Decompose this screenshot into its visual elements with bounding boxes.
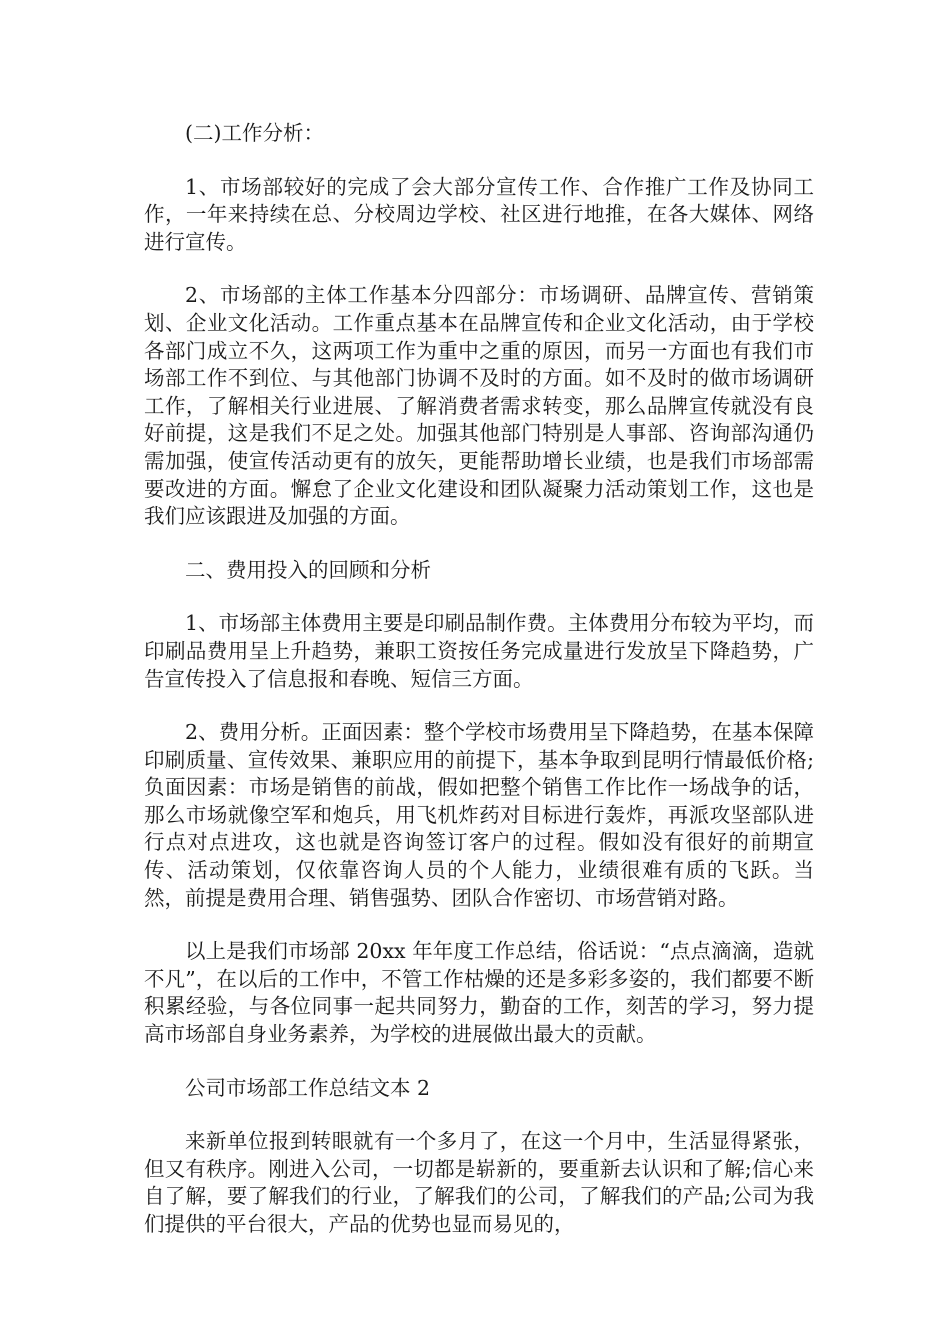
paragraph-main-costs: 1、市场部主体费用主要是印刷品制作费。主体费用分布较为平均，而印刷品费用呈上升趋势，兼职工资按任务完成量进行发放呈下降趋势，广告宣传投入了信息报和春晚、短信三方面。	[144, 611, 814, 691]
section-heading-summary-2: 公司市场部工作总结文本 2	[185, 1075, 431, 1100]
paragraph-new-unit: 来新单位报到转眼就有一个多月了，在这一个月中，生活显得紧张，但又有秩序。刚进入公司，一切都是崭新的，要重新去认识和了解;信心来自了解，要了解我们的行业，了解我们的公司，了解我们的产品;公司为我们提供的平台很大，产品的优势也显而易见的，	[144, 1129, 814, 1236]
document-body	[144, 120, 814, 1239]
paragraph-conclusion: 以上是我们市场部 20xx 年年度工作总结，俗话说：“点点滴滴，造就不凡”，在以后的工作中，不管工作枯燥的还是多彩多姿的，我们都要不断积累经验，与各位同事一起共同努力，勤奋的工作，刻苦的学习，努力提高市场部自身业务素养，为学校的进展做出最大的贡献。	[144, 939, 814, 1047]
section-heading-cost-review: 二、费用投入的回顾和分析	[185, 557, 431, 582]
paragraph-cost-analysis: 2、费用分析。正面因素：整个学校市场费用呈下降趋势，在基本保障印刷质量、宣传效果、兼职应用的前提下，基本争取到昆明行情最低价格;负面因素：市场是销售的前战，假如把整个销售工作比作一场战争的话，那么市场就像空军和炮兵，用飞机炸药对目标进行轰炸，再派攻坚部队进行点对点进攻，这也就是咨询签订客户的过程。假如没有很好的前期宣传、活动策划，仅依靠咨询人员的个人能力，业绩很难有质的飞跃。当然，前提是费用合理、销售强势、团队合作密切、市场营销对路。	[144, 720, 814, 910]
paragraph-main-work: 2、市场部的主体工作基本分四部分：市场调研、品牌宣传、营销策划、企业文化活动。工作重点基本在品牌宣传和企业文化活动，由于学校各部门成立不久，这两项工作为重中之重的原因，而另一方面也有我们市场部工作不到位、与其他部门协调不及时的方面。如不及时的做市场调研工作，了解相关行业进展、了解消费者需求转变，那么品牌宣传就没有良好前提，这是我们不足之处。加强其他部门特别是人事部、咨询部沟通仍需加强，使宣传活动更有的放矢，更能帮助增长业绩，也是我们市场部需要改进的方面。懈怠了企业文化建设和团队凝聚力活动策划工作，这也是我们应该跟进及加强的方面。	[144, 283, 814, 529]
paragraph-publicity-work: 1、市场部较好的完成了会大部分宣传工作、合作推广工作及协同工作，一年来持续在总、分校周边学校、社区进行地推，在各大媒体、网络进行宣传。	[144, 174, 814, 254]
section-heading-work-analysis: (二)工作分析：	[185, 121, 324, 145]
